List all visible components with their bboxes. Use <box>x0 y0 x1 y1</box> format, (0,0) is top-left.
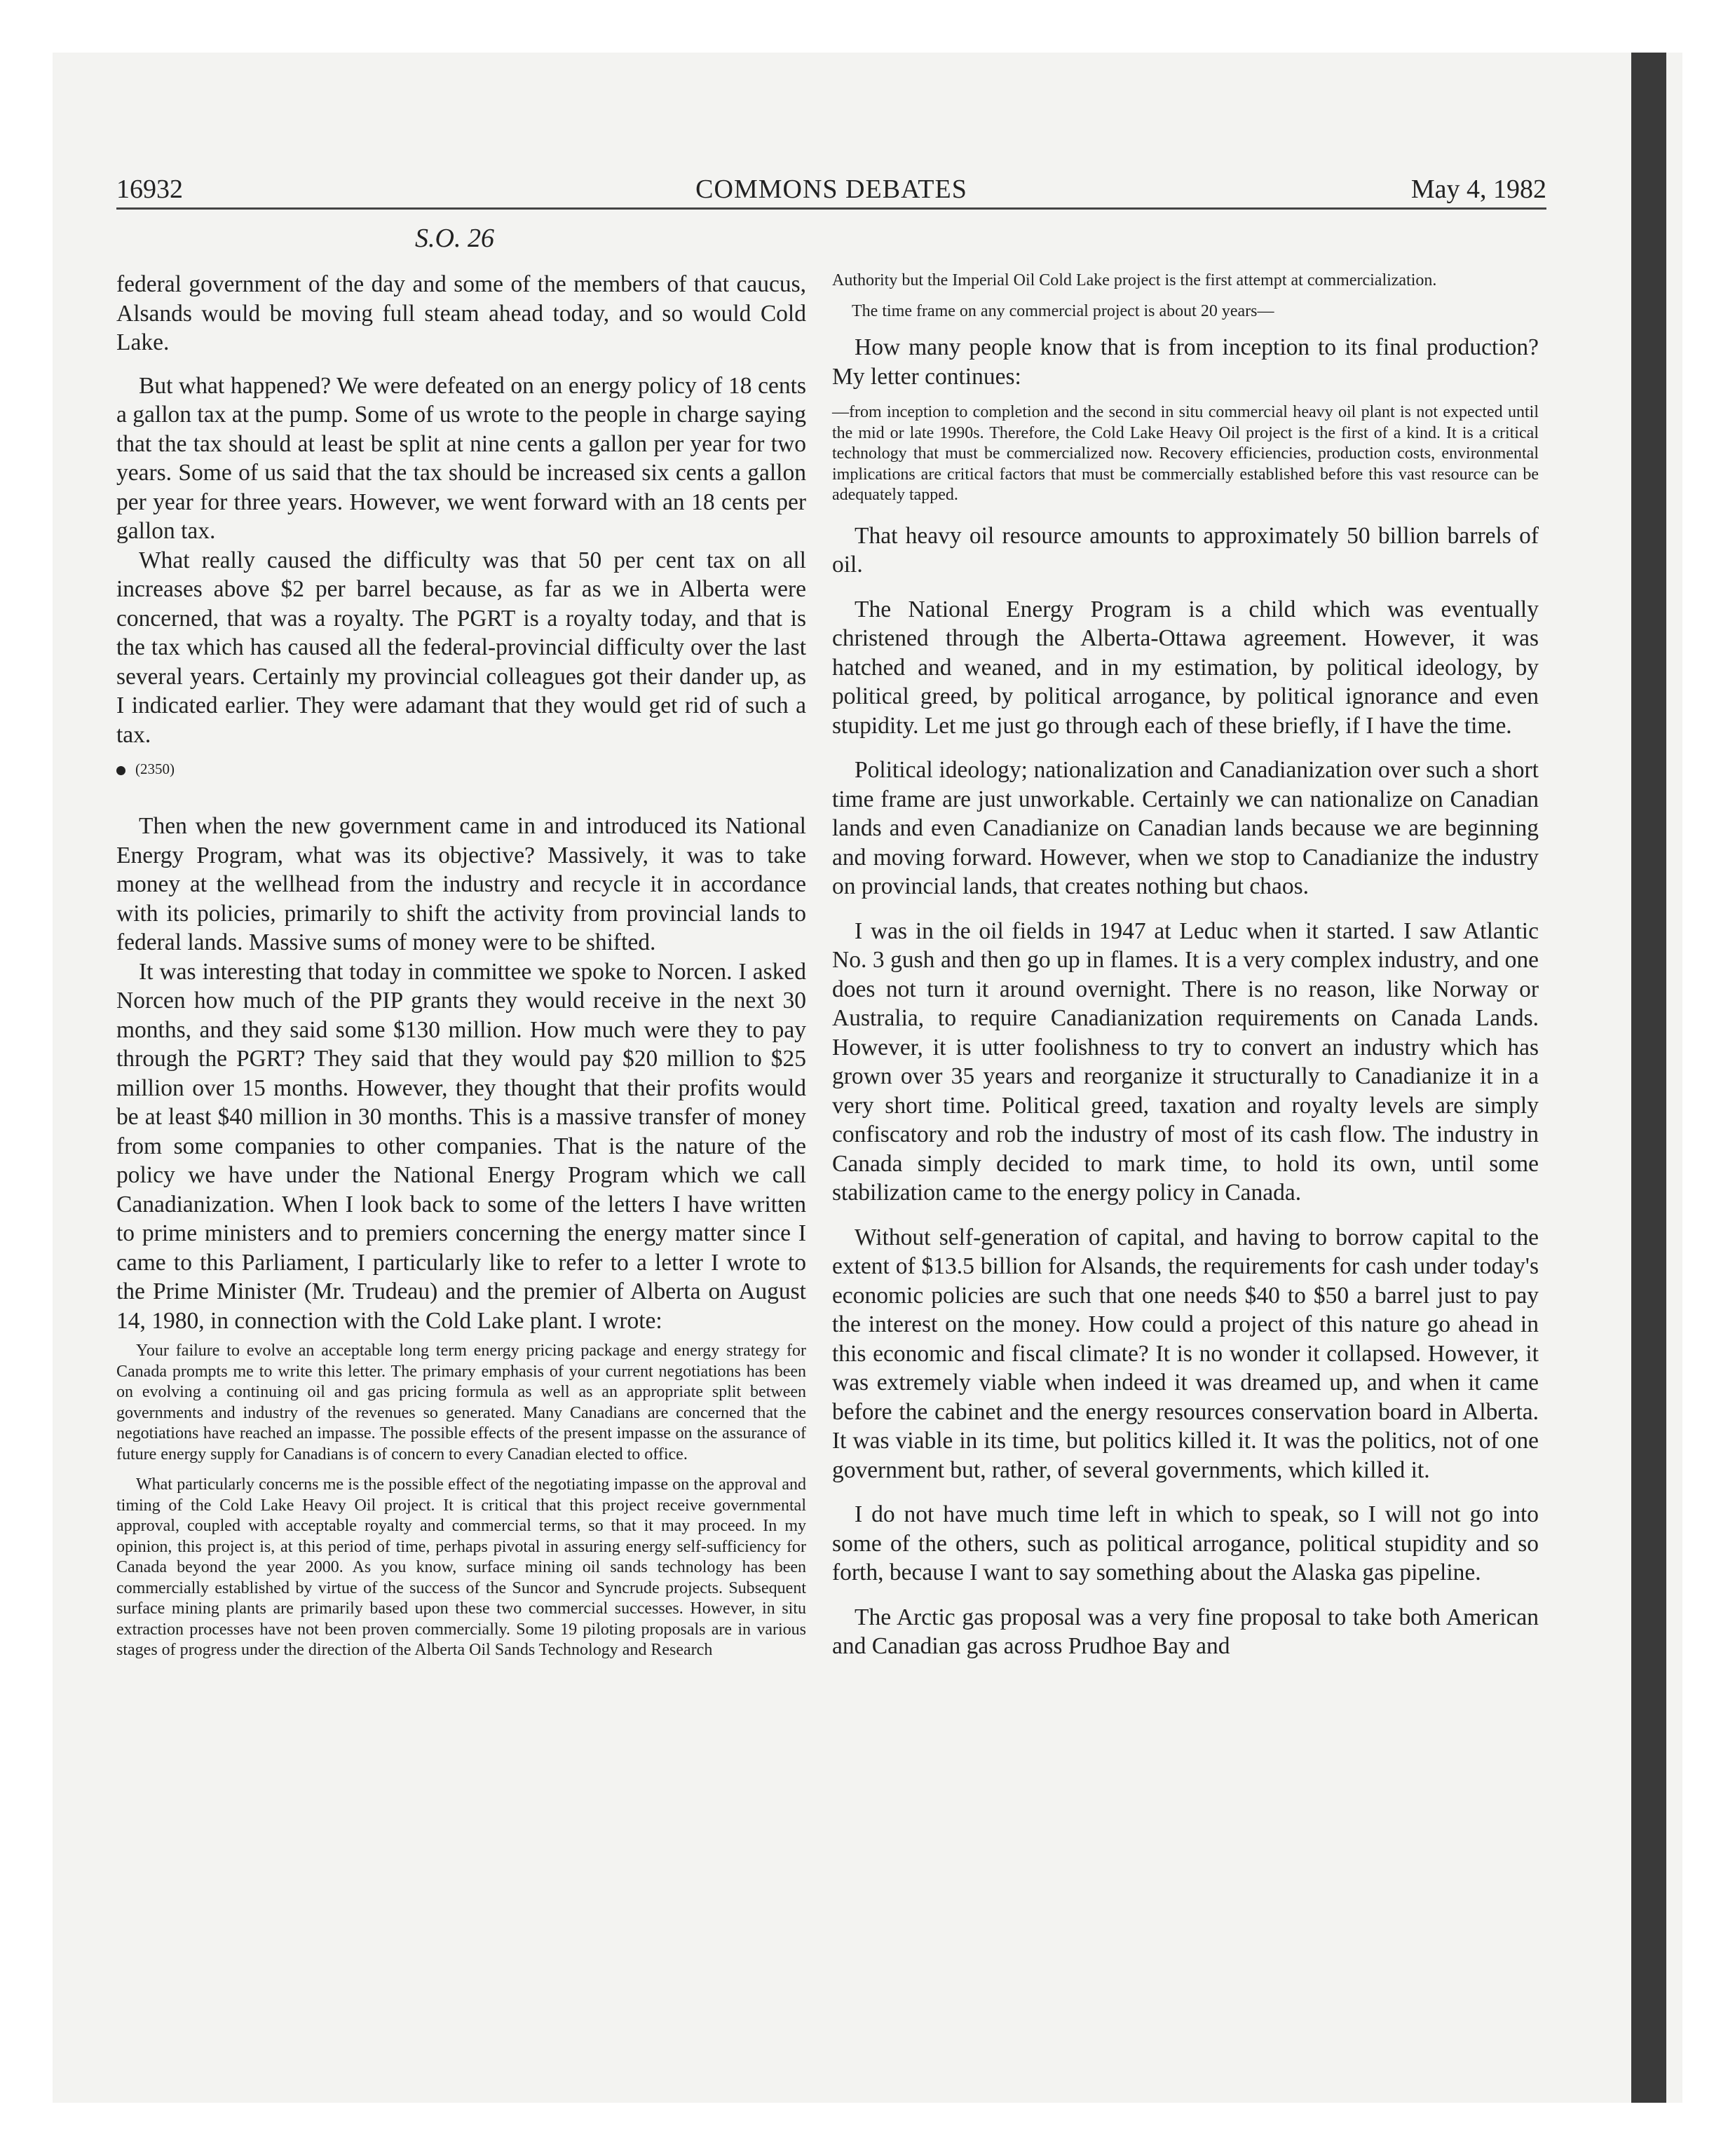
bullet-icon <box>116 766 125 775</box>
paragraph: The National Energy Program is a child which was eventually christened through the Alberta-Ottawa agreement. However, it was hatched and weaned, and in my estimation, by political ideology, by political greed, by political arrogance, by political ignorance and even stupidity. Let me just go through each of these briefly, if I have the time. <box>832 596 1539 739</box>
paragraph: I do not have much time left in which to speak, so I will not go into some of the others, such as political arrogance, political stupidity and so forth, because I want to say something about the Alaska gas pipeline. <box>832 1501 1539 1585</box>
paragraph: What really caused the difficulty was that 50 per cent tax on all increases above $2 per barrel because, as far as we in Alberta were concerned, that was a royalty. The PGRT is a royalty today, and that is the tax which has caused all the federal-provincial difficulty over the last several years. Certainly my provincial colleagues got their dander up, as I indicated earlier. They were adamant that they would get rid of such a tax. <box>116 547 806 748</box>
left-column <box>116 270 806 1661</box>
scan-edge-shadow <box>1631 53 1666 2103</box>
section-label: S.O. 26 <box>415 224 494 253</box>
timestamp: (2350) <box>135 760 175 777</box>
paragraph: The Arctic gas proposal was a very fine proposal to take both American and Canadian gas across Prudhoe Bay and <box>832 1604 1539 1659</box>
page-header <box>116 174 1546 209</box>
paragraph: That heavy oil resource amounts to approximately 50 billion barrels of oil. <box>832 522 1539 578</box>
paragraph: It was interesting that today in committee we spoke to Norcen. I asked Norcen how much of the PIP grants they would receive in the next 30 months, and they said some $130 million. How much were they to pay through the PGRT? They said that they would pay $20 million to $25 million over 15 months. However, they thought that their profits would be at least $40 million in 30 months. This is a massive transfer of money from some companies to other companies. That is the nature of the policy we have under the National Energy Program which we call Canadianization. When I look back to some of the letters I have written to prime ministers and to premiers concerning the energy matter since I came to this Parliament, I particularly like to refer to a letter I wrote to the Prime Minister (Mr. Trudeau) and the premier of Alberta on August 14, 1980, in connection with the Cold Lake plant. I wrote: <box>116 958 806 1334</box>
publication-title: COMMONS DEBATES <box>695 175 967 204</box>
paragraph: How many people know that is from inception to its final production? My letter continues: <box>832 334 1539 390</box>
header-date: May 4, 1982 <box>1410 175 1546 204</box>
quoted-letter: —from inception to completion and the second in situ commercial heavy oil plant is not expected until the mid or late 1990s. Therefore, the Cold Lake Heavy Oil project is the first of a kind. It is a critical technology that must be commercialized now. Recovery efficiencies, production costs, environmental implications are critical factors that must be commercially established before this vast resource can be adequately tapped. <box>832 403 1539 504</box>
paragraph: Then when the new government came in and introduced its National Energy Program, what was its objective? Massively, it was to take money at the wellhead from the industry and recycle it in accordance with its policies, primarily to shift the activity from provincial lands to federal lands. Massive sums of money were to be shifted. <box>116 813 806 955</box>
timestamp-marker <box>116 760 806 778</box>
paragraph: But what happened? We were defeated on an energy policy of 18 cents a gallon tax at the pump. Some of us wrote to the people in charge saying that the tax should at least be split at nine cents a gallon per year for two years. Some of us said that the tax should be increased six cents a gallon per year for three years. However, we went forward with an 18 cents per gallon tax. <box>116 372 806 544</box>
paragraph: Without self-generation of capital, and having to borrow capital to the extent of $13.5 billion for Alsands, the requirements for cash under today's economic policies are such that one needs $40 to $50 a barrel just to pay the interest on the money. How could a project of this nature go ahead in this economic and fiscal climate? It is no wonder it collapsed. However, it was extremely viable when indeed it was dreamed up, and when it came before the cabinet and the energy resources conservation board in Alberta. It was viable in its time, but politics killed it. It was the politics, not of one government but, rather, of several governments, which killed it. <box>832 1224 1539 1483</box>
quoted-letter: What particularly concerns me is the possible effect of the negotiating impasse on the approval and timing of the Cold Lake Heavy Oil project. It is critical that this project receive governmental approval, coupled with acceptable royalty and commercial terms, so that it may proceed. In my opinion, this project is, at this period of time, perhaps pivotal in assuring energy self-sufficiency for Canada beyond the year 2000. As you know, surface mining oil sands technology has been commercially established by virtue of the success of the Suncor and Syncrude projects. Subsequent surface mining plants are primarily based upon these two commercial successes. However, in situ extraction processes have not been proven commercially. Some 19 piloting proposals are in various stages of progress under the direction of the Alberta Oil Sands Technology and Research <box>116 1475 806 1659</box>
paragraph: I was in the oil fields in 1947 at Leduc when it started. I saw Atlantic No. 3 gush and then go up in flames. It is a very complex industry, and one does not turn it around overnight. There is no reason, like Norway or Australia, to require Canadianization requirements on Canada Lands. However, it is utter foolishness to try to convert an industry which has grown over 35 years and reorganize it structurally to Canadianize it in a very short time. Political greed, taxation and royalty levels are simply confiscatory and rob the industry of most of its cash flow. The industry in Canada simply decided to mark time, to hold its own, until some stabilization came to the energy policy in Canada. <box>832 917 1539 1206</box>
paragraph: Political ideology; nationalization and Canadianization over such a short time frame are just unworkable. Certainly we can nationalize on Canadian lands and even Canadianize on Canadian lands because we are beginning and moving forward. However, when we stop to Canadianize the industry on provincial lands, that creates nothing but chaos. <box>832 757 1539 899</box>
right-column <box>832 271 1539 1661</box>
paragraph: federal government of the day and some of the members of that caucus, Alsands would be moving full steam ahead today, and so would Cold Lake. <box>116 271 806 355</box>
quoted-letter: The time frame on any commercial project is about 20 years— <box>852 301 1274 320</box>
header-rule <box>116 207 1546 210</box>
quoted-letter: Your failure to evolve an acceptable long term energy pricing package and energy strategy for Canada prompts me to write this letter. The primary emphasis of your current negotiations has been on evolving a continuing oil and gas pricing formula as well as an appropriate split between governments and industry of the revenues so generated. Many Canadians are concerned that the negotiations have reached an impasse. The possible effects of the present impasse on the assurance of future energy supply for Canadians is of concern to every Canadian elected to office. <box>116 1342 806 1464</box>
quoted-letter: Authority but the Imperial Oil Cold Lake project is the first attempt at commercialization. <box>832 271 1437 289</box>
page-number: 16932 <box>116 175 183 204</box>
